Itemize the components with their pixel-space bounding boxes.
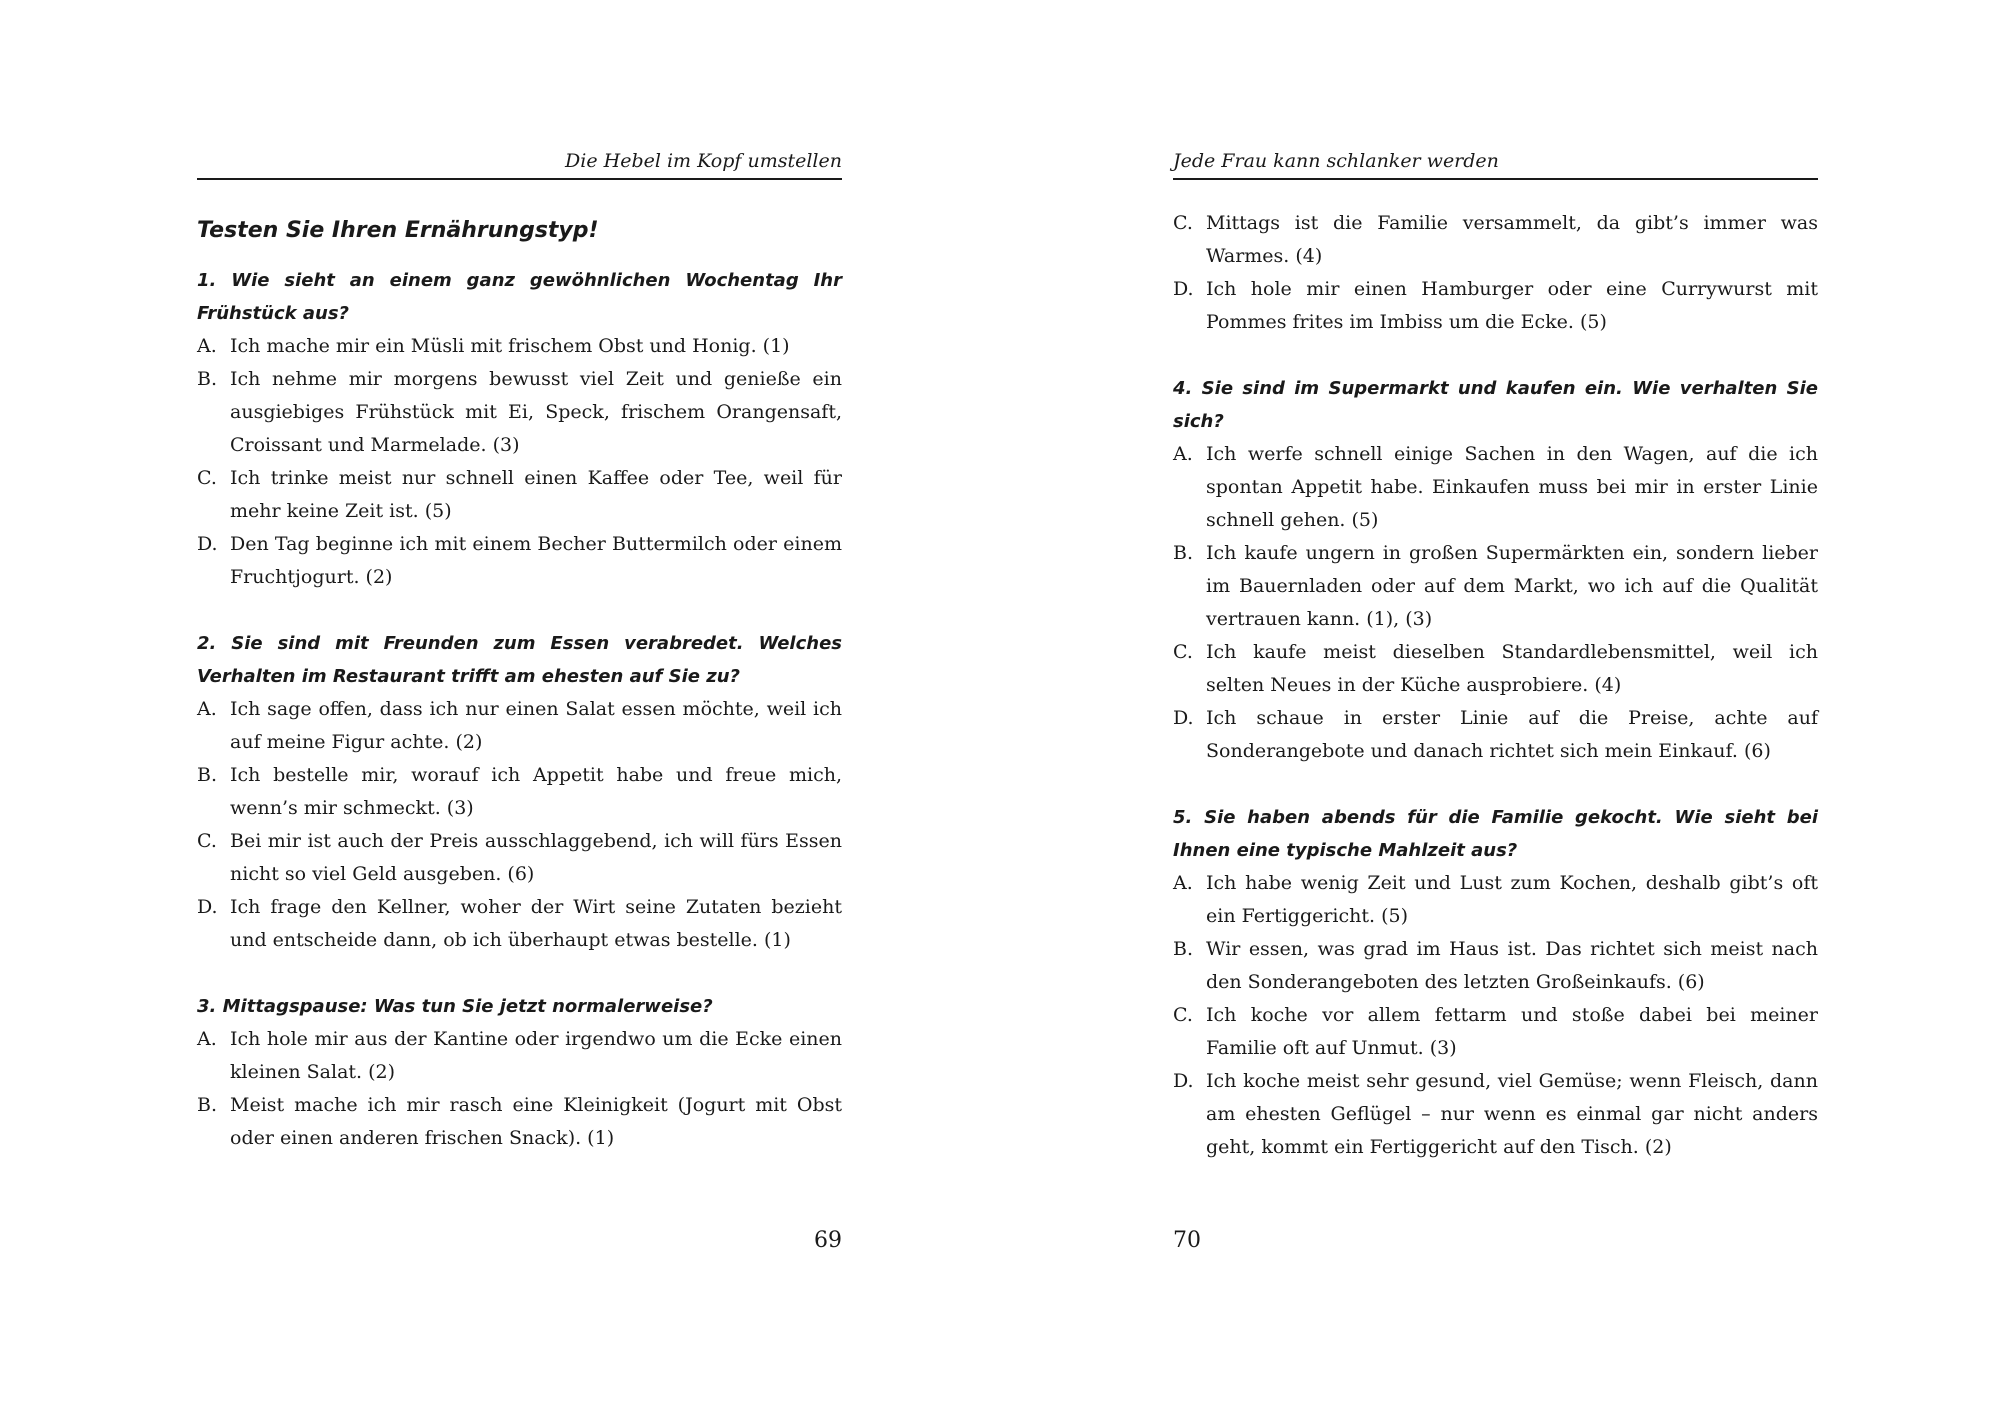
answer-letter: D.	[197, 896, 218, 918]
answer-text: Ich frage den Kellner, woher der Wirt seine Zutaten bezieht und entscheide dann, ob ich überhaupt etwas bestelle. (1)	[230, 896, 842, 951]
answer-letter: D.	[197, 533, 218, 555]
answer-letter: C.	[1173, 641, 1193, 663]
answer-text: Ich mache mir ein Müsli mit frischem Obst und Honig. (1)	[230, 335, 790, 357]
answer-option	[197, 528, 842, 594]
answer-letter: A.	[1173, 872, 1193, 894]
answer-option	[197, 462, 842, 528]
answer-letter: A.	[1173, 443, 1193, 465]
answer-text: Den Tag beginne ich mit einem Becher Buttermilch oder einem Fruchtjogurt. (2)	[230, 533, 842, 588]
answer-text: Wir essen, was grad im Haus ist. Das richtet sich meist nach den Sonderangeboten des letzten Großeinkaufs. (6)	[1206, 938, 1818, 993]
answer-option	[1173, 702, 1818, 768]
answer-text: Bei mir ist auch der Preis ausschlaggebend, ich will fürs Essen nicht so viel Geld ausgeben. (6)	[230, 830, 842, 885]
answer-option	[197, 891, 842, 957]
answer-letter: D.	[1173, 707, 1194, 729]
answer-letter: D.	[1173, 278, 1194, 300]
page-content	[1173, 207, 1818, 1197]
answer-option	[1173, 636, 1818, 702]
answer-text: Ich hole mir aus der Kantine oder irgendwo um die Ecke einen kleinen Salat. (2)	[230, 1028, 842, 1083]
answer-text: Ich werfe schnell einige Sachen in den Wagen, auf die ich spontan Appetit habe. Einkaufen muss bei mir in erster Linie schnell gehen. (5)	[1206, 443, 1818, 531]
answer-letter: C.	[197, 830, 217, 852]
answer-option	[197, 825, 842, 891]
answer-letter: D.	[1173, 1070, 1194, 1092]
answer-letter: C.	[197, 467, 217, 489]
answer-text: Ich trinke meist nur schnell einen Kaffee oder Tee, weil für mehr keine Zeit ist. (5)	[230, 467, 842, 522]
answer-option	[197, 693, 842, 759]
question-text: 4. Sie sind im Supermarkt und kaufen ein. Wie verhalten Sie sich?	[1173, 378, 1818, 432]
answer-option	[197, 330, 842, 363]
answer-letter: B.	[1173, 938, 1194, 960]
answer-text: Ich habe wenig Zeit und Lust zum Kochen, deshalb gibt’s oft ein Fertiggericht. (5)	[1206, 872, 1818, 927]
running-head: Die Hebel im Kopf umstellen	[197, 150, 842, 180]
answer-text: Ich bestelle mir, worauf ich Appetit habe und freue mich, wenn’s mir schmeckt. (3)	[230, 764, 842, 819]
answer-letter: B.	[197, 368, 218, 390]
running-head: Jede Frau kann schlanker werden	[1173, 150, 1818, 180]
answer-option	[1173, 273, 1818, 339]
answer-text: Ich nehme mir morgens bewusst viel Zeit und genieße ein ausgiebiges Frühstück mit Ei, Speck, frischem Orangensaft, Croissant und Marmelade. (3)	[230, 368, 842, 456]
answer-option	[197, 759, 842, 825]
answer-option	[1173, 1065, 1818, 1164]
answer-option	[197, 1089, 842, 1155]
question-block-1	[197, 264, 842, 594]
page-number: 70	[1173, 1228, 1201, 1253]
answer-text: Ich koche meist sehr gesund, viel Gemüse; wenn Fleisch, dann am ehesten Geflügel – nur wenn es einmal gar nicht anders geht, kommt ein Fertiggericht auf den Tisch. (2)	[1206, 1070, 1818, 1158]
answer-list	[197, 1023, 842, 1155]
question-text: 3. Mittagspause: Was tun Sie jetzt normalerweise?	[197, 996, 713, 1017]
answer-text: Ich kaufe meist dieselben Standardlebensmittel, weil ich selten Neues in der Küche ausprobiere. (4)	[1206, 641, 1818, 696]
page-number: 69	[814, 1228, 842, 1253]
page-content	[197, 217, 842, 1188]
answer-option	[1173, 999, 1818, 1065]
question-block-4	[1173, 372, 1818, 768]
answer-option	[197, 1023, 842, 1089]
answer-letter: C.	[1173, 212, 1193, 234]
question-block-3	[197, 990, 842, 1155]
question-text: 1. Wie sieht an einem ganz gewöhnlichen Wochentag Ihr Frühstück aus?	[197, 270, 842, 324]
answer-list	[1173, 438, 1818, 768]
answer-letter: B.	[197, 1094, 218, 1116]
answer-option	[1173, 438, 1818, 537]
answer-letter: B.	[1173, 542, 1194, 564]
answer-list	[1173, 207, 1818, 339]
answer-text: Ich koche vor allem fettarm und stoße dabei bei meiner Familie oft auf Unmut. (3)	[1206, 1004, 1818, 1059]
answer-letter: A.	[197, 335, 217, 357]
answer-option	[1173, 207, 1818, 273]
answer-option	[197, 363, 842, 462]
answer-list	[197, 330, 842, 594]
answer-letter: A.	[197, 698, 217, 720]
answer-letter: A.	[197, 1028, 217, 1050]
section-title: Testen Sie Ihren Ernährungstyp!	[197, 218, 599, 243]
question-block-2	[197, 627, 842, 957]
answer-letter: B.	[197, 764, 218, 786]
answer-list	[197, 693, 842, 957]
question-block-3-continued	[1173, 207, 1818, 339]
answer-text: Ich schaue in erster Linie auf die Preise, achte auf Sonderangebote und danach richtet sich mein Einkauf. (6)	[1206, 707, 1818, 762]
answer-option	[1173, 537, 1818, 636]
answer-option	[1173, 867, 1818, 933]
answer-text: Mittags ist die Familie versammelt, da gibt’s immer was Warmes. (4)	[1206, 212, 1818, 267]
answer-option	[1173, 933, 1818, 999]
answer-text: Ich hole mir einen Hamburger oder eine Currywurst mit Pommes frites im Imbiss um die Ecke. (5)	[1206, 278, 1818, 333]
answer-text: Ich sage offen, dass ich nur einen Salat essen möchte, weil ich auf meine Figur achte. (2)	[230, 698, 842, 753]
answer-letter: C.	[1173, 1004, 1193, 1026]
answer-list	[1173, 867, 1818, 1164]
question-text: 2. Sie sind mit Freunden zum Essen verabredet. Welches Verhalten im Restaurant trifft am ehesten auf Sie zu?	[197, 633, 842, 687]
answer-text: Meist mache ich mir rasch eine Kleinigkeit (Jogurt mit Obst oder einen anderen frischen Snack). (1)	[230, 1094, 842, 1149]
answer-text: Ich kaufe ungern in großen Supermärkten ein, sondern lieber im Bauernladen oder auf dem Markt, wo ich auf die Qualität vertrauen kann. (1), (3)	[1206, 542, 1818, 630]
question-block-5	[1173, 801, 1818, 1164]
question-text: 5. Sie haben abends für die Familie gekocht. Wie sieht bei Ihnen eine typische Mahlzeit aus?	[1173, 807, 1818, 861]
